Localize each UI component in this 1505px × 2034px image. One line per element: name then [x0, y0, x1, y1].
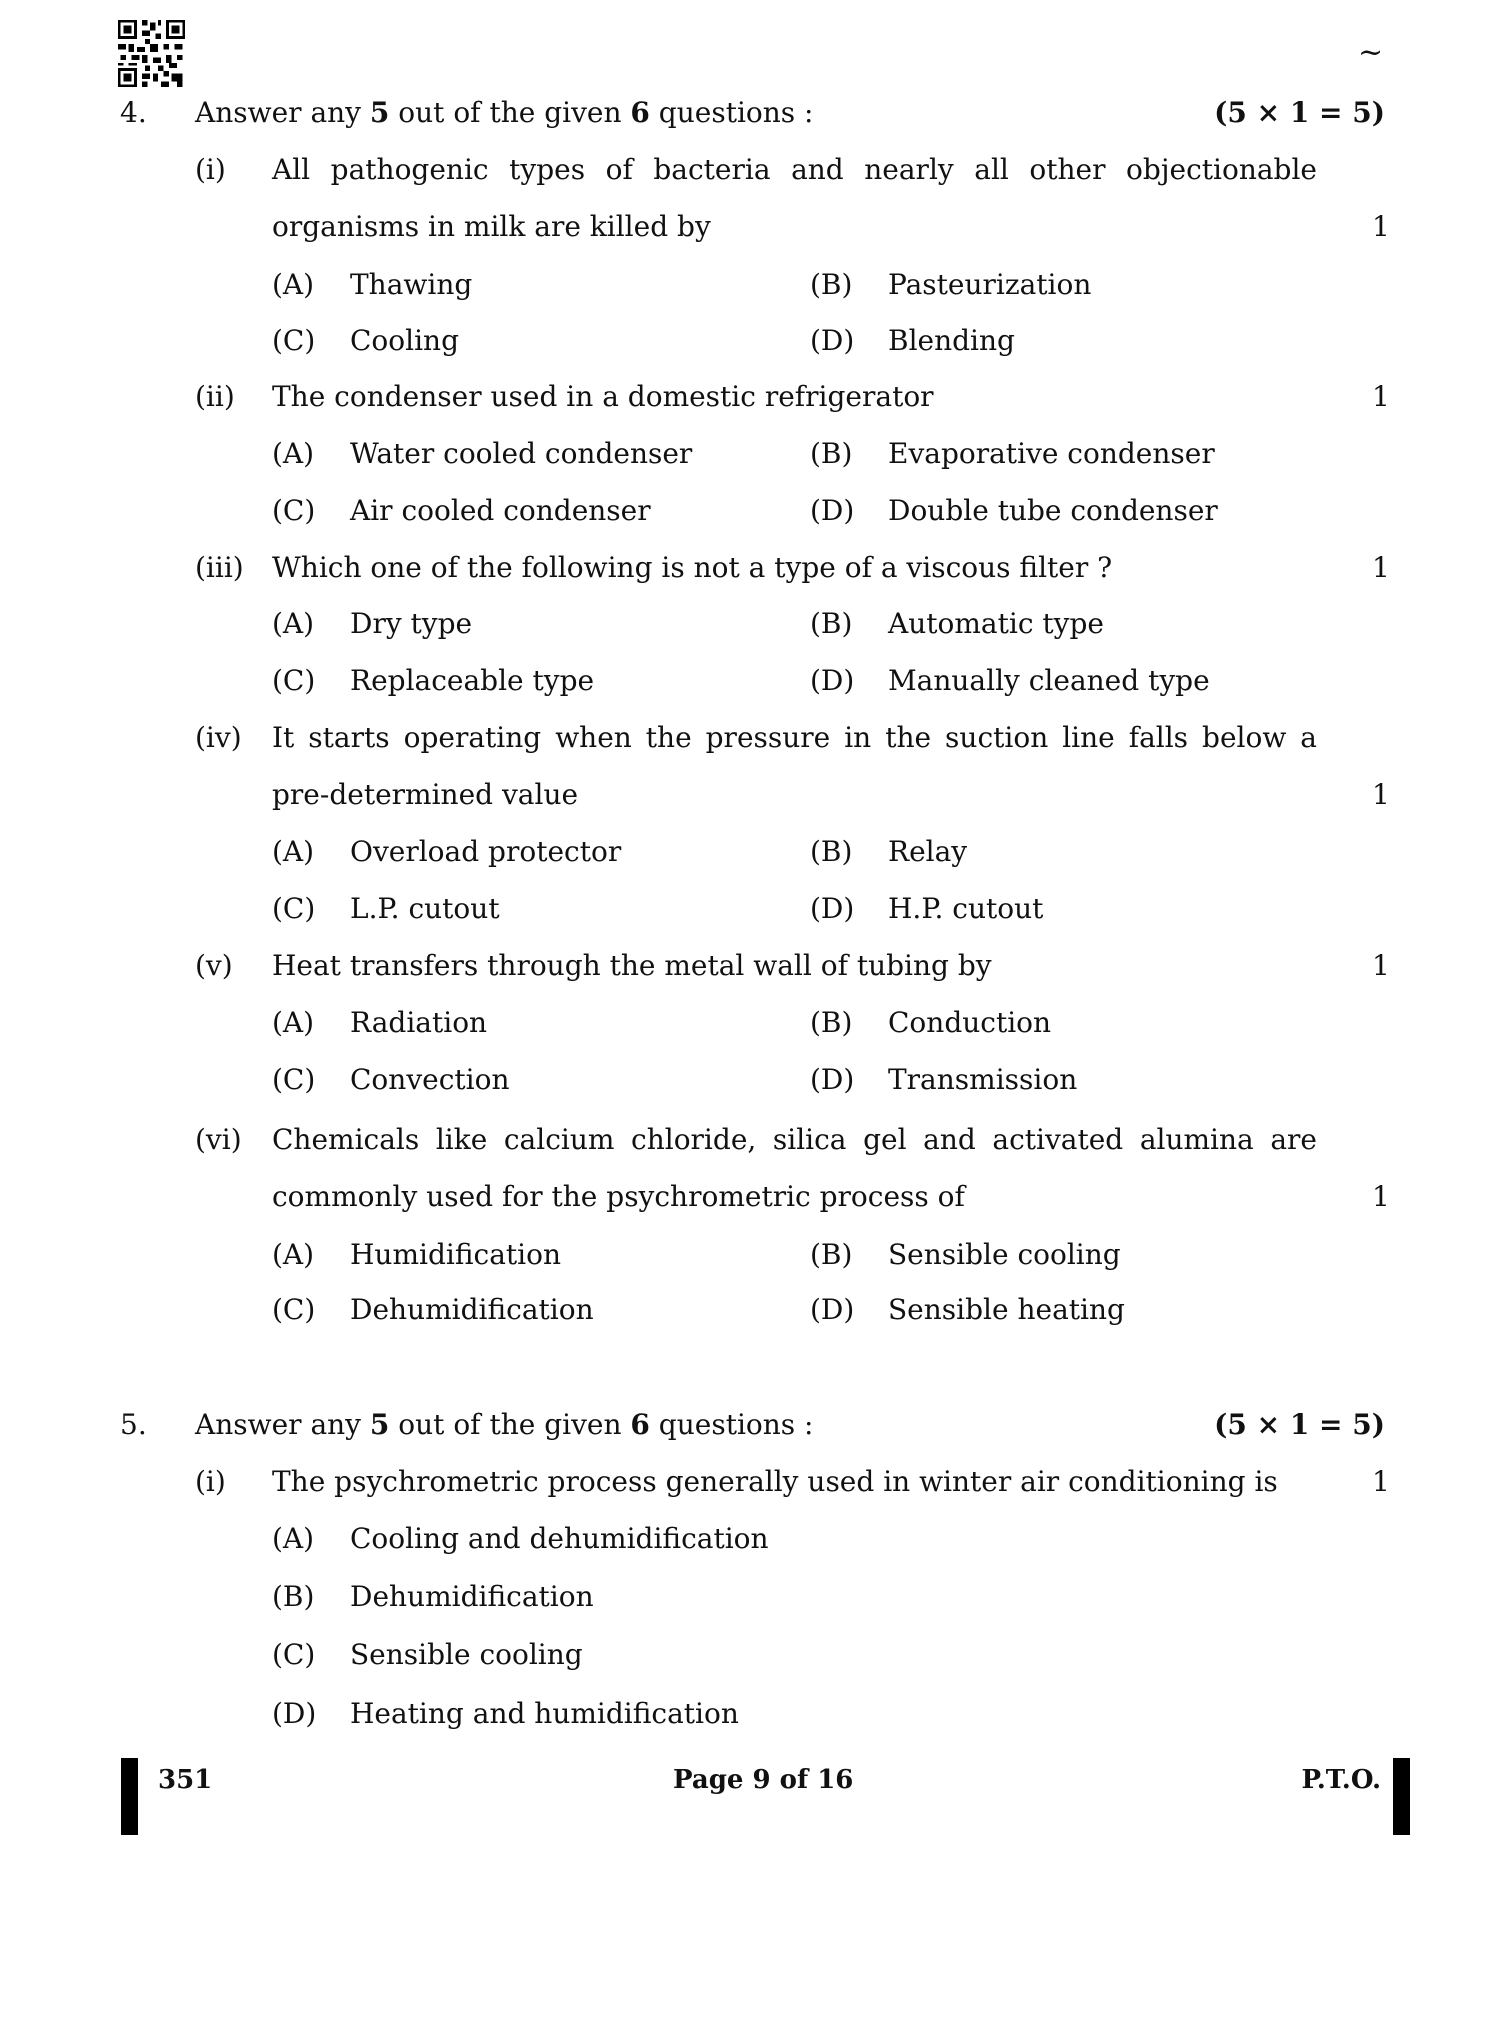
option-label: (C)	[272, 664, 316, 697]
option-label: (D)	[810, 1293, 855, 1326]
option-text: Automatic type	[888, 607, 1104, 640]
question-label: (iv)	[195, 721, 242, 754]
question-mark: 1	[1372, 551, 1390, 584]
question-label: (i)	[195, 153, 226, 186]
option-text: Double tube condenser	[888, 494, 1218, 527]
option-text: Manually cleaned type	[888, 664, 1210, 697]
tilde-mark: ~	[1358, 35, 1384, 70]
option-label: (D)	[810, 892, 855, 925]
question-text: The psychrometric process generally used in winter air conditioning is	[272, 1465, 1278, 1498]
option-label: (A)	[272, 607, 315, 640]
question-mark: 1	[1372, 1180, 1390, 1213]
option-label: (A)	[272, 268, 315, 301]
option-text: Cooling and dehumidification	[350, 1522, 769, 1555]
question-text-cont: pre-determined value	[272, 778, 579, 811]
pto-label: P.T.O.	[1301, 1765, 1381, 1795]
section-4-number: 4.	[120, 96, 147, 129]
qr-code-icon	[118, 20, 185, 87]
option-text: Sensible cooling	[888, 1238, 1121, 1271]
option-label: (D)	[810, 1063, 855, 1096]
option-label: (B)	[810, 1238, 853, 1271]
question-label: (v)	[195, 949, 233, 982]
option-text: Conduction	[888, 1006, 1052, 1039]
option-text: Water cooled condenser	[350, 437, 693, 470]
question-text: Heat transfers through the metal wall of tubing by	[272, 949, 992, 982]
option-label: (A)	[272, 437, 315, 470]
option-label: (C)	[272, 494, 316, 527]
question-label: (i)	[195, 1465, 226, 1498]
question-text: It starts operating when the pressure in the suction line falls below a	[272, 721, 1317, 754]
option-text: Heating and humidification	[350, 1697, 739, 1730]
footer-left-bar	[121, 1758, 138, 1835]
question-mark: 1	[1372, 380, 1390, 413]
page-number: Page 9 of 16	[673, 1765, 854, 1795]
option-label: (B)	[810, 607, 853, 640]
option-text: Humidification	[350, 1238, 561, 1271]
option-text: Blending	[888, 324, 1015, 357]
question-mark: 1	[1372, 778, 1390, 811]
question-text: The condenser used in a domestic refrigerator	[272, 380, 934, 413]
option-text: Radiation	[350, 1006, 488, 1039]
question-label: (vi)	[195, 1123, 242, 1156]
option-text: Sensible cooling	[350, 1638, 583, 1671]
question-mark: 1	[1372, 949, 1390, 982]
option-label: (C)	[272, 1293, 316, 1326]
option-label: (B)	[810, 268, 853, 301]
option-label: (B)	[272, 1580, 315, 1613]
option-label: (B)	[810, 1006, 853, 1039]
section-4-marks: (5 × 1 = 5)	[1214, 96, 1385, 129]
question-text-cont: organisms in milk are killed by	[272, 210, 711, 243]
option-label: (D)	[272, 1697, 317, 1730]
option-label: (C)	[272, 1063, 316, 1096]
footer-right-bar	[1393, 1758, 1410, 1835]
option-label: (B)	[810, 437, 853, 470]
question-text: Which one of the following is not a type of a viscous filter ?	[272, 551, 1113, 584]
option-text: Pasteurization	[888, 268, 1092, 301]
option-text: Evaporative condenser	[888, 437, 1215, 470]
option-text: L.P. cutout	[350, 892, 500, 925]
option-label: (D)	[810, 494, 855, 527]
option-text: Sensible heating	[888, 1293, 1125, 1326]
option-text: Dehumidification	[350, 1580, 594, 1613]
question-mark: 1	[1372, 210, 1390, 243]
option-text: Dry type	[350, 607, 473, 640]
option-text: Overload protector	[350, 835, 622, 868]
section-5-number: 5.	[120, 1408, 147, 1441]
option-label: (D)	[810, 664, 855, 697]
option-label: (D)	[810, 324, 855, 357]
option-label: (C)	[272, 892, 316, 925]
option-label: (A)	[272, 1238, 315, 1271]
option-label: (A)	[272, 835, 315, 868]
option-text: Transmission	[888, 1063, 1078, 1096]
section-4-instruction: Answer any 5 out of the given 6 questions :	[195, 96, 814, 129]
option-text: Convection	[350, 1063, 510, 1096]
option-label: (B)	[810, 835, 853, 868]
option-label: (A)	[272, 1522, 315, 1555]
question-text-cont: commonly used for the psychrometric process of	[272, 1180, 965, 1213]
question-label: (iii)	[195, 551, 244, 584]
option-label: (C)	[272, 324, 316, 357]
option-text: Air cooled condenser	[350, 494, 651, 527]
paper-code: 351	[158, 1765, 213, 1795]
section-5-marks: (5 × 1 = 5)	[1214, 1408, 1385, 1441]
question-label: (ii)	[195, 380, 235, 413]
option-text: Dehumidification	[350, 1293, 594, 1326]
option-text: Cooling	[350, 324, 460, 357]
option-text: Thawing	[350, 268, 473, 301]
question-text: Chemicals like calcium chloride, silica gel and activated alumina are	[272, 1123, 1317, 1156]
option-label: (C)	[272, 1638, 316, 1671]
section-5-instruction: Answer any 5 out of the given 6 questions :	[195, 1408, 814, 1441]
option-text: Replaceable type	[350, 664, 595, 697]
option-text: H.P. cutout	[888, 892, 1044, 925]
option-label: (A)	[272, 1006, 315, 1039]
question-mark: 1	[1372, 1465, 1390, 1498]
option-text: Relay	[888, 835, 968, 868]
question-text: All pathogenic types of bacteria and nearly all other objectionable	[272, 153, 1317, 186]
